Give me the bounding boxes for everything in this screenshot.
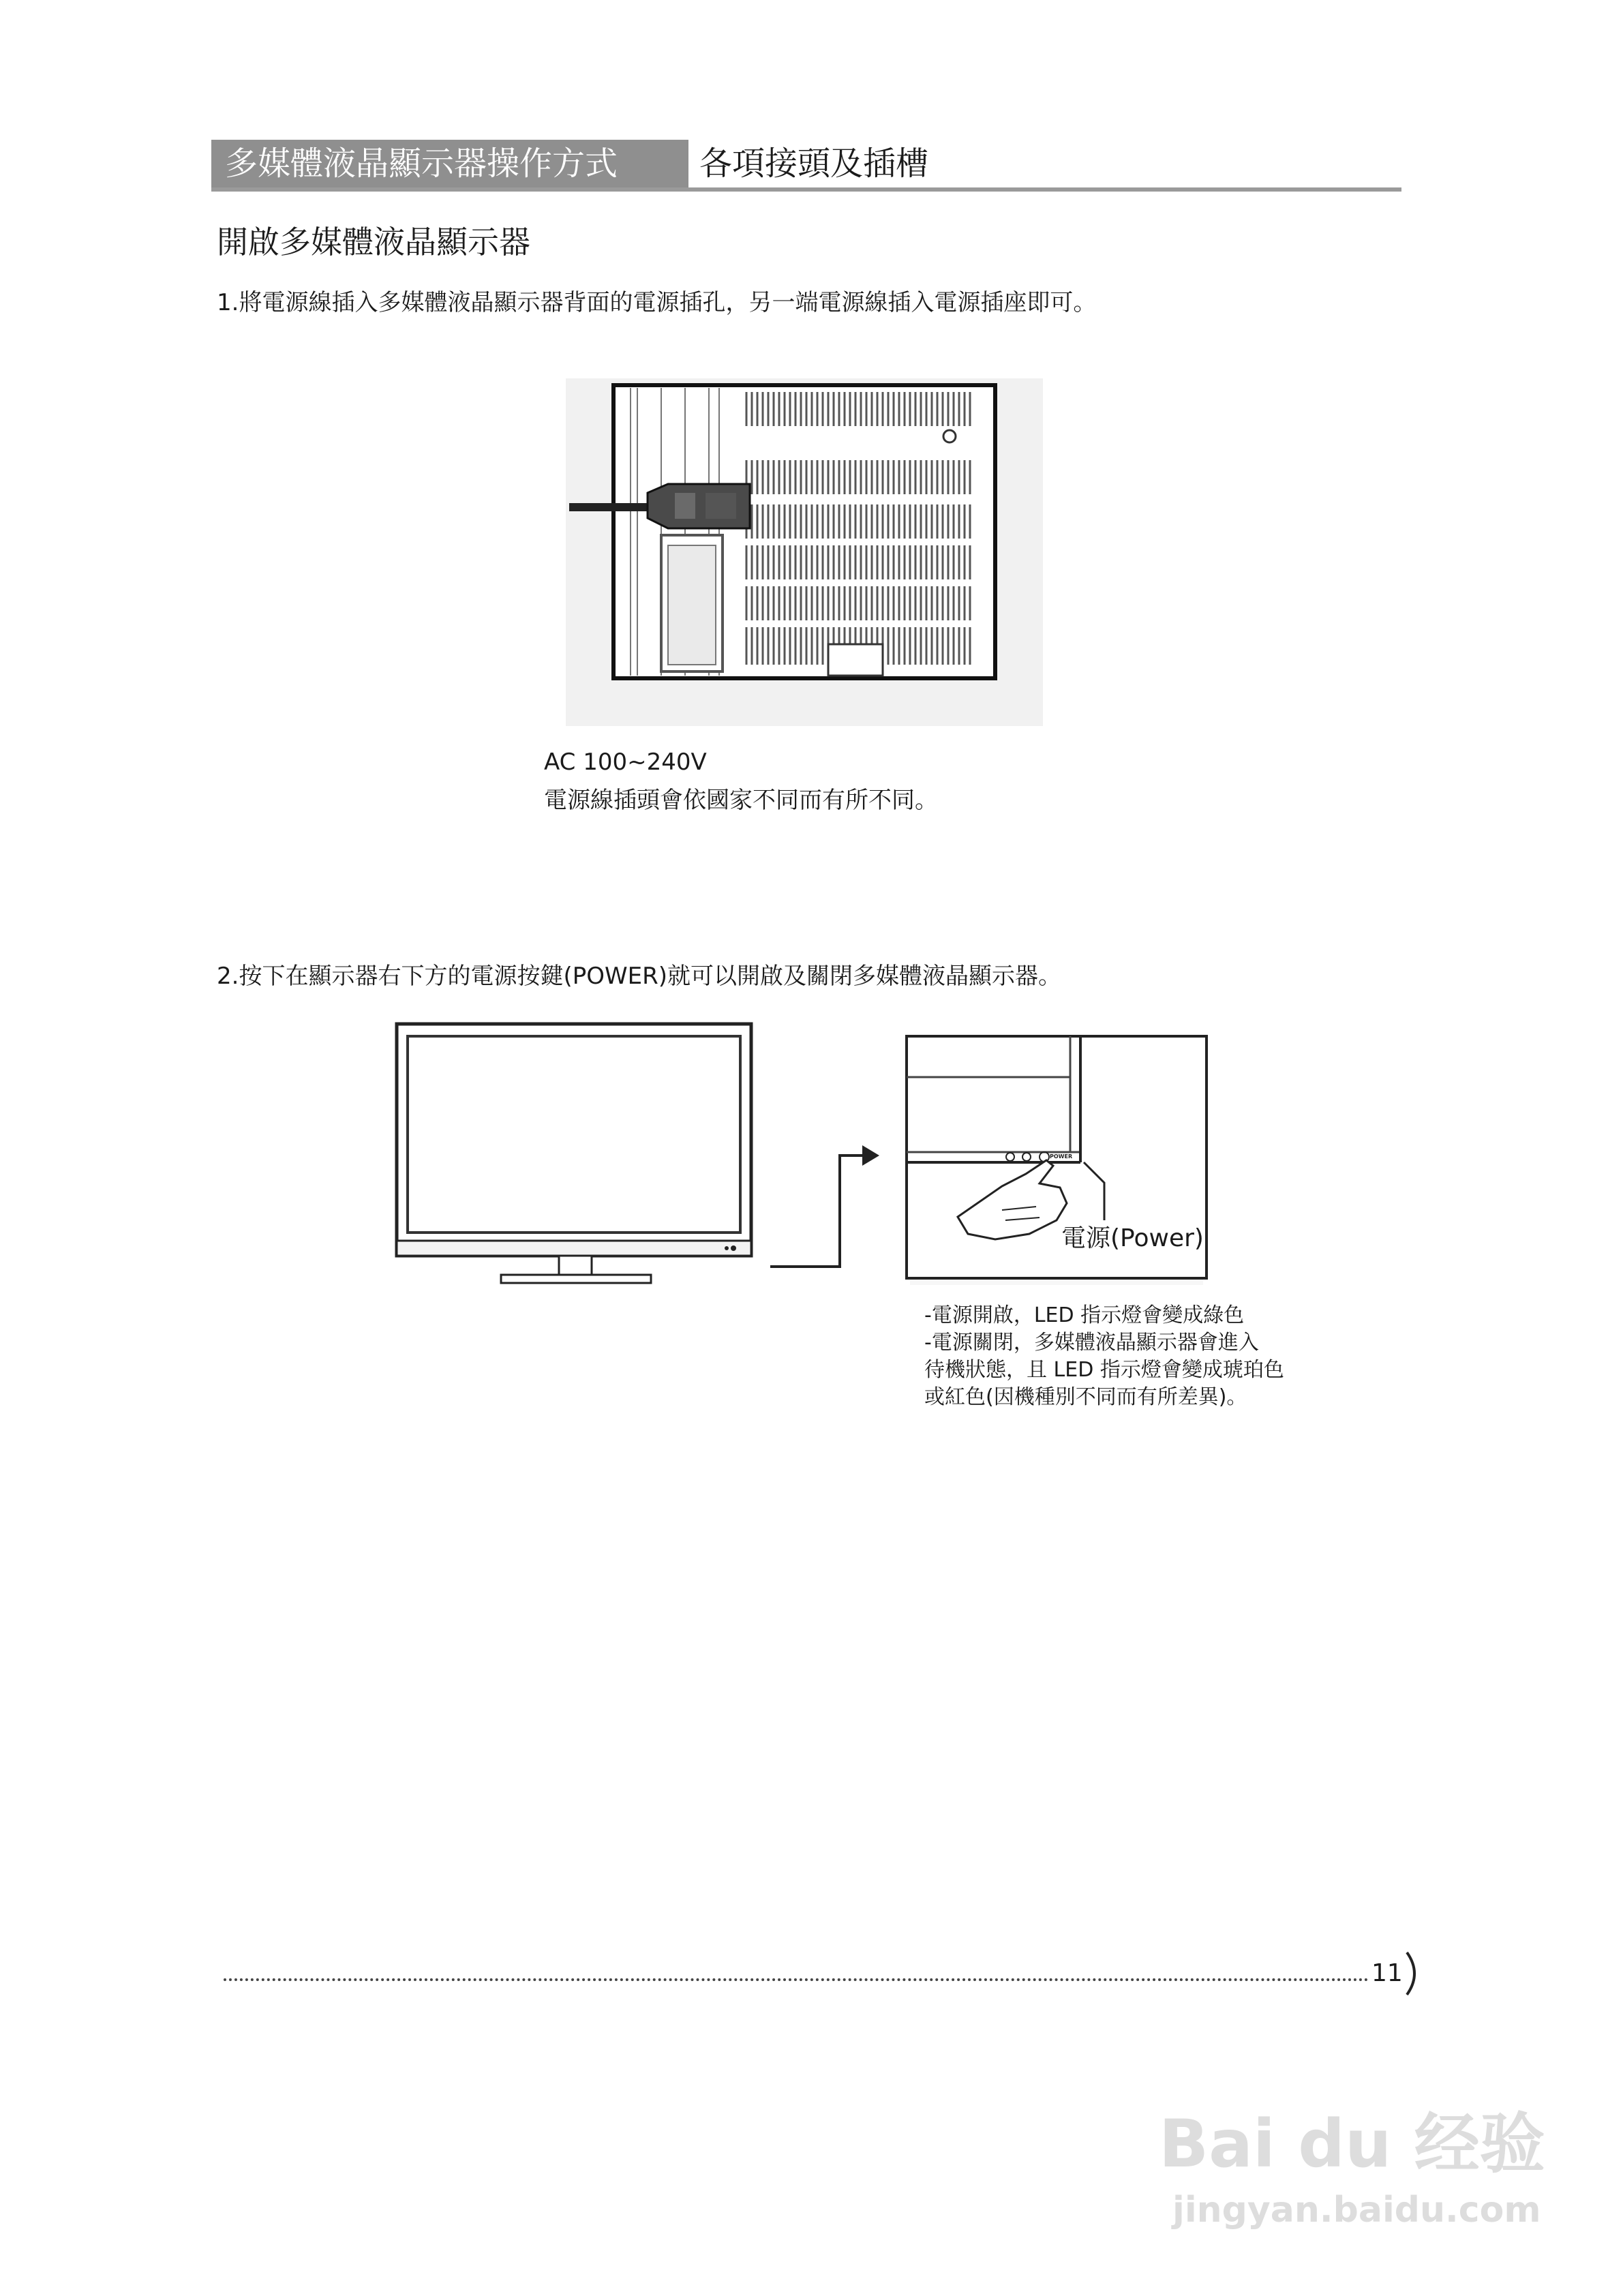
section-title: 各項接頭及插槽 xyxy=(693,140,1401,187)
led-notes xyxy=(924,1302,1284,1411)
monitor-back-panel-illustration xyxy=(566,378,1043,726)
power-label: 電源(Power) xyxy=(1061,1224,1204,1252)
led-note-line: 或紅色(因機種別不同而有所差異)。 xyxy=(924,1385,1247,1409)
chapter-title: 多媒體液晶顯示器操作方式 xyxy=(211,140,688,187)
power-button-mark: POWER xyxy=(1050,1153,1073,1160)
led-note-line: -電源開啟，LED 指示燈會變成綠色 xyxy=(924,1303,1245,1327)
step-1-text: 1.將電源線插入多媒體液晶顯示器背面的電源插孔，另一端電源線插入電源插座即可。 xyxy=(217,289,1097,316)
page-number-bracket-icon xyxy=(1403,1950,1423,1997)
baidu-watermark-url: jingyan.baidu.com xyxy=(1172,2190,1541,2231)
baidu-watermark-logo: Bai du 经验 xyxy=(1159,2106,1545,2182)
page-number: 11 xyxy=(1371,1959,1403,1987)
led-note-line: 待機狀態，且 LED 指示燈會變成琥珀色 xyxy=(924,1358,1284,1382)
plug-note: 電源線插頭會依國家不同而有所不同。 xyxy=(544,787,938,814)
footer-dotted-leader xyxy=(224,1974,1369,1981)
led-note-line: -電源關閉，多媒體液晶顯示器會進入 xyxy=(924,1331,1259,1355)
voltage-caption: AC 100~240V xyxy=(544,749,707,776)
header-rule xyxy=(211,187,1401,192)
step-2-text: 2.按下在顯示器右下方的電源按鍵(POWER)就可以開啟及關閉多媒體液晶顯示器。 xyxy=(217,963,1061,990)
page-heading: 開啟多媒體液晶顯示器 xyxy=(217,224,530,260)
